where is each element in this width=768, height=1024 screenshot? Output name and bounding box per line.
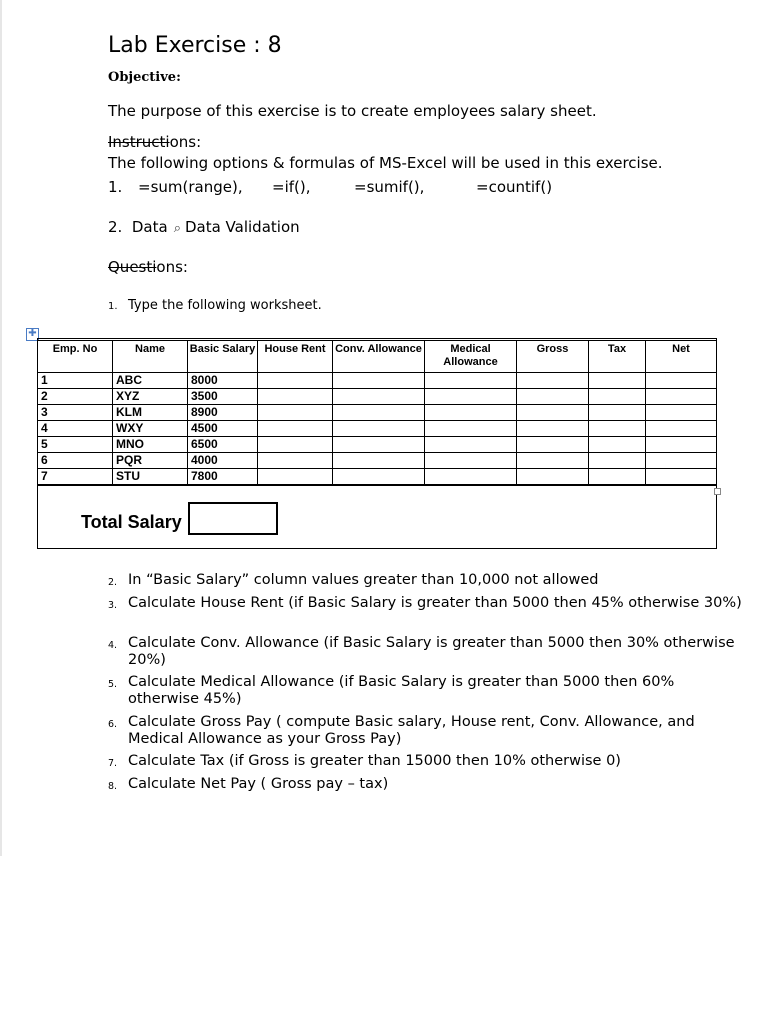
table-row (38, 405, 717, 421)
question-8 (108, 776, 748, 793)
question-4-text: Calculate Conv. Allowance (if Basic Salary is greater than 5000 then 30% otherwise 20%) (128, 635, 735, 668)
tax-cell (589, 437, 646, 453)
objective-label: Objective: (108, 70, 181, 85)
question-3-text: Calculate House Rent (if Basic Salary is greater than 5000 then 45% otherwise 30%) (128, 595, 742, 611)
search-icon: ⌕ (173, 221, 181, 236)
header-tax: Tax (589, 341, 646, 373)
basic-salary-cell: 8900 (188, 405, 258, 421)
question-5-number: 5. (108, 679, 118, 690)
header-row (38, 341, 717, 373)
instructions-label-rest: ons: (169, 133, 202, 151)
conv-allowance-cell (333, 405, 425, 421)
question-1-text: Type the following worksheet. (128, 298, 322, 313)
gross-cell (517, 373, 589, 389)
basic-salary-cell: 4500 (188, 421, 258, 437)
emp-no-cell: 5 (38, 437, 113, 453)
table-row (38, 437, 717, 453)
instructions-text: The following options & formulas of MS-Excel will be used in this exercise. (108, 154, 663, 172)
formula-sum: =sum(range), (138, 178, 243, 196)
question-6-text: Calculate Gross Pay ( compute Basic salary, House rent, Conv. Allowance, and Medical Allowance as your Gross Pay) (128, 714, 695, 747)
total-salary-label: Total Salary (81, 512, 182, 532)
basic-salary-cell: 7800 (188, 469, 258, 486)
net-cell (646, 437, 717, 453)
medical-allowance-cell (425, 373, 517, 389)
questions-label-rest: ons: (156, 258, 188, 276)
formula-countif: =countif() (476, 178, 553, 196)
question-1-number: 1. (108, 301, 118, 312)
gross-cell (517, 389, 589, 405)
table-row (38, 389, 717, 405)
emp-no-cell: 1 (38, 373, 113, 389)
gross-cell (517, 405, 589, 421)
conv-allowance-cell (333, 389, 425, 405)
header-basic-salary: Basic Salary (188, 341, 258, 373)
total-salary-box[interactable] (188, 502, 278, 535)
net-cell (646, 421, 717, 437)
house-rent-cell (258, 469, 333, 486)
formula-number: 1. (108, 178, 123, 196)
header-medical-allowance: Medical Allowance (425, 341, 517, 373)
tax-cell (589, 469, 646, 486)
question-7 (108, 753, 748, 770)
tax-cell (589, 421, 646, 437)
house-rent-cell (258, 437, 333, 453)
tax-cell (589, 373, 646, 389)
question-3 (108, 595, 748, 612)
house-rent-cell (258, 405, 333, 421)
name-cell: MNO (113, 437, 188, 453)
question-8-number: 8. (108, 781, 118, 792)
question-6 (108, 714, 748, 748)
emp-no-cell: 7 (38, 469, 113, 486)
instructions-label-struck: Instructi (108, 133, 170, 151)
formula-sumif: =sumif(), (354, 178, 425, 196)
header-emp-no: Emp. No (38, 341, 113, 373)
emp-no-cell: 2 (38, 389, 113, 405)
conv-allowance-cell (333, 469, 425, 486)
house-rent-cell (258, 373, 333, 389)
medical-allowance-cell (425, 421, 517, 437)
table-row (38, 453, 717, 469)
salary-worksheet (37, 340, 717, 486)
gross-cell (517, 437, 589, 453)
question-2 (108, 572, 748, 589)
question-7-text: Calculate Tax (if Gross is greater than 15000 then 10% otherwise 0) (128, 753, 621, 769)
gross-cell (517, 453, 589, 469)
conv-allowance-cell (333, 373, 425, 389)
question-2-number: 2. (108, 577, 118, 588)
tax-cell (589, 405, 646, 421)
basic-salary-cell: 3500 (188, 389, 258, 405)
question-2-text: In “Basic Salary” column values greater than 10,000 not allowed (128, 572, 599, 588)
emp-no-cell: 4 (38, 421, 113, 437)
question-6-number: 6. (108, 719, 118, 730)
data-validation-first: Data (131, 218, 168, 236)
table-row (38, 421, 717, 437)
question-4-number: 4. (108, 640, 118, 651)
table-row (38, 373, 717, 389)
question-8-text: Calculate Net Pay ( Gross pay – tax) (128, 776, 389, 792)
name-cell: ABC (113, 373, 188, 389)
question-5-text: Calculate Medical Allowance (if Basic Salary is greater than 5000 then 60% otherwise 45%) (128, 674, 675, 707)
header-name: Name (113, 341, 188, 373)
data-validation-number: 2. (108, 218, 123, 236)
emp-no-cell: 6 (38, 453, 113, 469)
gross-cell (517, 469, 589, 486)
medical-allowance-cell (425, 453, 517, 469)
question-1 (108, 298, 322, 313)
page-edge (0, 0, 2, 856)
emp-no-cell: 3 (38, 405, 113, 421)
conv-allowance-cell (333, 437, 425, 453)
header-net: Net (646, 341, 717, 373)
questions-label (108, 258, 188, 276)
question-3-number: 3. (108, 600, 118, 611)
net-cell (646, 405, 717, 421)
basic-salary-cell: 8000 (188, 373, 258, 389)
data-validation-line (108, 218, 300, 236)
table-move-handle-icon[interactable]: ✚ (26, 328, 39, 341)
name-cell: WXY (113, 421, 188, 437)
net-cell (646, 453, 717, 469)
medical-allowance-cell (425, 469, 517, 486)
data-validation-second: Data Validation (184, 218, 300, 236)
page-title: Lab Exercise : 8 (108, 33, 282, 58)
tax-cell (589, 453, 646, 469)
house-rent-cell (258, 453, 333, 469)
conv-allowance-cell (333, 453, 425, 469)
net-cell (646, 469, 717, 486)
house-rent-cell (258, 389, 333, 405)
tax-cell (589, 389, 646, 405)
conv-allowance-cell (333, 421, 425, 437)
question-5 (108, 674, 748, 708)
table-resize-handle[interactable] (714, 488, 721, 495)
net-cell (646, 373, 717, 389)
header-gross: Gross (517, 341, 589, 373)
question-7-number: 7. (108, 758, 118, 769)
table-row (38, 469, 717, 486)
formula-if: =if(), (272, 178, 311, 196)
name-cell: PQR (113, 453, 188, 469)
medical-allowance-cell (425, 437, 517, 453)
name-cell: XYZ (113, 389, 188, 405)
header-house-rent: House Rent (258, 341, 333, 373)
gross-cell (517, 421, 589, 437)
question-4 (108, 635, 748, 669)
header-conv-allowance: Conv. Allowance (333, 341, 425, 373)
basic-salary-cell: 6500 (188, 437, 258, 453)
name-cell: KLM (113, 405, 188, 421)
purpose-text: The purpose of this exercise is to create employees salary sheet. (108, 102, 597, 120)
questions-label-struck: Questi (108, 258, 157, 276)
name-cell: STU (113, 469, 188, 486)
instructions-label (108, 133, 201, 151)
net-cell (646, 389, 717, 405)
basic-salary-cell: 4000 (188, 453, 258, 469)
house-rent-cell (258, 421, 333, 437)
medical-allowance-cell (425, 389, 517, 405)
medical-allowance-cell (425, 405, 517, 421)
